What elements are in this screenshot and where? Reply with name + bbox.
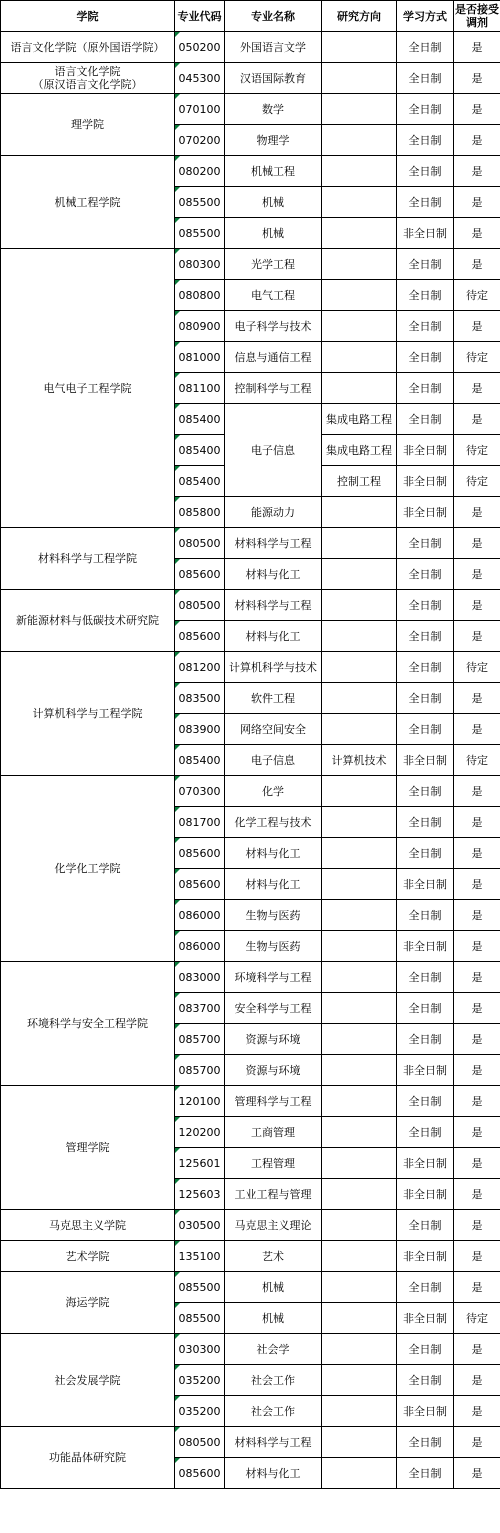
major-name-cell: 物理学	[225, 125, 322, 156]
table-row	[1, 1272, 500, 1303]
college-cell: 材料科学与工程学院	[1, 528, 175, 590]
table-row	[1, 249, 500, 280]
college-cell: 社会发展学院	[1, 1334, 175, 1427]
header-direction: 研究方向	[322, 1, 397, 32]
adjustment-cell: 是	[454, 1179, 500, 1210]
major-code-cell: 085400	[175, 435, 225, 466]
header-mode: 学习方式	[397, 1, 454, 32]
direction-cell	[322, 1055, 397, 1086]
study-mode-cell: 非全日制	[397, 1148, 454, 1179]
major-code-cell: 085600	[175, 559, 225, 590]
header-college: 学院	[1, 1, 175, 32]
study-mode-cell: 全日制	[397, 776, 454, 807]
college-cell: 新能源材料与低碳技术研究院	[1, 590, 175, 652]
direction-cell	[322, 1086, 397, 1117]
adjustment-cell: 是	[454, 1334, 500, 1365]
major-name-cell: 安全科学与工程	[225, 993, 322, 1024]
major-name-cell: 化学工程与技术	[225, 807, 322, 838]
major-code-cell: 080200	[175, 156, 225, 187]
major-name-cell: 机械	[225, 1303, 322, 1334]
direction-cell	[322, 962, 397, 993]
adjustment-cell: 是	[454, 32, 500, 63]
study-mode-cell: 全日制	[397, 94, 454, 125]
adjustment-cell: 是	[454, 63, 500, 94]
table-row	[1, 1210, 500, 1241]
adjustment-cell: 是	[454, 683, 500, 714]
major-code-cell: 085700	[175, 1055, 225, 1086]
major-name-cell: 材料科学与工程	[225, 528, 322, 559]
table-row	[1, 1427, 500, 1458]
college-cell: 计算机科学与工程学院	[1, 652, 175, 776]
college-cell: 化学化工学院	[1, 776, 175, 962]
major-name-cell: 机械	[225, 1272, 322, 1303]
direction-cell: 计算机技术	[322, 745, 397, 776]
major-name-cell: 管理科学与工程	[225, 1086, 322, 1117]
major-code-cell: 085500	[175, 187, 225, 218]
direction-cell	[322, 590, 397, 621]
direction-cell	[322, 1303, 397, 1334]
college-cell: 理学院	[1, 94, 175, 156]
major-code-cell: 081000	[175, 342, 225, 373]
college-cell: 功能晶体研究院	[1, 1427, 175, 1489]
major-code-cell: 030500	[175, 1210, 225, 1241]
major-name-cell: 信息与通信工程	[225, 342, 322, 373]
study-mode-cell: 全日制	[397, 838, 454, 869]
major-name-cell: 工程管理	[225, 1148, 322, 1179]
major-code-cell: 083900	[175, 714, 225, 745]
major-code-cell: 080300	[175, 249, 225, 280]
adjustment-cell: 是	[454, 1148, 500, 1179]
adjustment-cell: 是	[454, 1458, 500, 1489]
major-name-cell: 化学	[225, 776, 322, 807]
college-cell: 语言文化学院（原外国语学院）	[1, 32, 175, 63]
study-mode-cell: 非全日制	[397, 1055, 454, 1086]
adjustment-cell: 是	[454, 1365, 500, 1396]
major-name-cell: 资源与环境	[225, 1024, 322, 1055]
direction-cell	[322, 1148, 397, 1179]
adjustment-cell: 是	[454, 1396, 500, 1427]
direction-cell	[322, 1210, 397, 1241]
major-name-cell: 材料与化工	[225, 838, 322, 869]
adjustment-cell: 待定	[454, 745, 500, 776]
adjustment-cell: 是	[454, 373, 500, 404]
table-body	[1, 32, 500, 1489]
study-mode-cell: 全日制	[397, 590, 454, 621]
major-code-cell: 125601	[175, 1148, 225, 1179]
major-name-cell: 生物与医药	[225, 900, 322, 931]
study-mode-cell: 全日制	[397, 373, 454, 404]
study-mode-cell: 非全日制	[397, 466, 454, 497]
direction-cell	[322, 1117, 397, 1148]
major-code-cell: 083000	[175, 962, 225, 993]
major-code-cell: 030300	[175, 1334, 225, 1365]
table-row	[1, 776, 500, 807]
college-cell: 电气电子工程学院	[1, 249, 175, 528]
adjustment-cell: 待定	[454, 652, 500, 683]
direction-cell	[322, 94, 397, 125]
adjustment-cell: 是	[454, 900, 500, 931]
table-row	[1, 652, 500, 683]
study-mode-cell: 非全日制	[397, 1396, 454, 1427]
direction-cell	[322, 1427, 397, 1458]
direction-cell	[322, 1272, 397, 1303]
college-cell: 机械工程学院	[1, 156, 175, 249]
major-code-cell: 070200	[175, 125, 225, 156]
adjustment-cell: 待定	[454, 466, 500, 497]
study-mode-cell: 非全日制	[397, 1241, 454, 1272]
major-name-cell: 材料科学与工程	[225, 590, 322, 621]
major-code-cell: 081700	[175, 807, 225, 838]
study-mode-cell: 全日制	[397, 683, 454, 714]
adjustment-cell: 是	[454, 714, 500, 745]
study-mode-cell: 全日制	[397, 280, 454, 311]
direction-cell	[322, 218, 397, 249]
table-row	[1, 590, 500, 621]
major-name-cell: 控制科学与工程	[225, 373, 322, 404]
study-mode-cell: 全日制	[397, 1365, 454, 1396]
major-name-cell: 汉语国际教育	[225, 63, 322, 94]
major-code-cell: 050200	[175, 32, 225, 63]
major-name-cell: 计算机科学与技术	[225, 652, 322, 683]
table-row	[1, 1241, 500, 1272]
direction-cell	[322, 156, 397, 187]
study-mode-cell: 全日制	[397, 559, 454, 590]
adjustment-cell: 是	[454, 249, 500, 280]
major-code-cell: 080500	[175, 590, 225, 621]
direction-cell	[322, 559, 397, 590]
direction-cell	[322, 652, 397, 683]
major-code-cell: 083700	[175, 993, 225, 1024]
major-code-cell: 085600	[175, 621, 225, 652]
adjustment-cell: 待定	[454, 342, 500, 373]
adjustment-cell: 是	[454, 1055, 500, 1086]
adjustment-cell: 是	[454, 869, 500, 900]
college-cell: 艺术学院	[1, 1241, 175, 1272]
table-row	[1, 32, 500, 63]
study-mode-cell: 全日制	[397, 1427, 454, 1458]
table-row	[1, 962, 500, 993]
direction-cell	[322, 125, 397, 156]
major-code-cell: 085500	[175, 1272, 225, 1303]
direction-cell	[322, 900, 397, 931]
major-code-cell: 085800	[175, 497, 225, 528]
direction-cell: 集成电路工程	[322, 435, 397, 466]
study-mode-cell: 全日制	[397, 249, 454, 280]
major-code-cell: 080900	[175, 311, 225, 342]
major-name-cell: 社会工作	[225, 1365, 322, 1396]
direction-cell	[322, 714, 397, 745]
major-name-cell: 资源与环境	[225, 1055, 322, 1086]
major-name-cell: 材料与化工	[225, 1458, 322, 1489]
direction-cell	[322, 63, 397, 94]
major-name-cell: 软件工程	[225, 683, 322, 714]
study-mode-cell: 非全日制	[397, 1303, 454, 1334]
major-code-cell: 035200	[175, 1396, 225, 1427]
major-name-cell: 社会工作	[225, 1396, 322, 1427]
adjustment-cell: 是	[454, 404, 500, 435]
adjustment-cell: 是	[454, 1210, 500, 1241]
major-code-cell: 045300	[175, 63, 225, 94]
major-name-cell: 网络空间安全	[225, 714, 322, 745]
study-mode-cell: 全日制	[397, 528, 454, 559]
study-mode-cell: 全日制	[397, 807, 454, 838]
study-mode-cell: 全日制	[397, 962, 454, 993]
direction-cell	[322, 1334, 397, 1365]
adjustment-cell: 是	[454, 1241, 500, 1272]
major-name-cell: 光学工程	[225, 249, 322, 280]
study-mode-cell: 非全日制	[397, 1179, 454, 1210]
study-mode-cell: 全日制	[397, 1086, 454, 1117]
direction-cell	[322, 807, 397, 838]
adjustment-cell: 待定	[454, 435, 500, 466]
major-name-cell: 机械	[225, 187, 322, 218]
header-code: 专业代码	[175, 1, 225, 32]
study-mode-cell: 全日制	[397, 1024, 454, 1055]
study-mode-cell: 全日制	[397, 404, 454, 435]
direction-cell	[322, 528, 397, 559]
direction-cell	[322, 931, 397, 962]
adjustment-cell: 是	[454, 1117, 500, 1148]
major-name-cell: 数学	[225, 94, 322, 125]
study-mode-cell: 全日制	[397, 32, 454, 63]
college-cell: 海运学院	[1, 1272, 175, 1334]
major-code-cell: 085400	[175, 466, 225, 497]
major-name-cell: 马克思主义理论	[225, 1210, 322, 1241]
header-row	[1, 1, 500, 32]
study-mode-cell: 全日制	[397, 900, 454, 931]
direction-cell	[322, 1179, 397, 1210]
study-mode-cell: 全日制	[397, 125, 454, 156]
adjustment-cell: 是	[454, 125, 500, 156]
adjustment-cell: 是	[454, 931, 500, 962]
direction-cell	[322, 1396, 397, 1427]
college-cell: 语言文化学院 （原汉语言文化学院）	[1, 63, 175, 94]
table-row	[1, 1334, 500, 1365]
major-name-cell: 电子信息	[225, 404, 322, 497]
direction-cell: 控制工程	[322, 466, 397, 497]
adjustment-cell: 是	[454, 559, 500, 590]
major-code-cell: 085600	[175, 838, 225, 869]
direction-cell	[322, 776, 397, 807]
major-name-cell: 电子信息	[225, 745, 322, 776]
college-cell: 马克思主义学院	[1, 1210, 175, 1241]
major-code-cell: 070300	[175, 776, 225, 807]
major-name-cell: 工业工程与管理	[225, 1179, 322, 1210]
major-code-cell: 081100	[175, 373, 225, 404]
study-mode-cell: 非全日制	[397, 218, 454, 249]
table-row	[1, 94, 500, 125]
header-name: 专业名称	[225, 1, 322, 32]
study-mode-cell: 全日制	[397, 652, 454, 683]
study-mode-cell: 全日制	[397, 1272, 454, 1303]
major-code-cell: 080500	[175, 1427, 225, 1458]
major-name-cell: 艺术	[225, 1241, 322, 1272]
direction-cell	[322, 838, 397, 869]
direction-cell	[322, 311, 397, 342]
major-code-cell: 070100	[175, 94, 225, 125]
major-code-cell: 085500	[175, 218, 225, 249]
adjustment-cell: 是	[454, 590, 500, 621]
study-mode-cell: 全日制	[397, 714, 454, 745]
major-code-cell: 120100	[175, 1086, 225, 1117]
major-code-cell: 085600	[175, 1458, 225, 1489]
college-cell: 管理学院	[1, 1086, 175, 1210]
major-name-cell: 材料与化工	[225, 621, 322, 652]
major-name-cell: 材料与化工	[225, 559, 322, 590]
adjustment-cell: 是	[454, 311, 500, 342]
direction-cell	[322, 1365, 397, 1396]
table-row	[1, 528, 500, 559]
major-name-cell: 电子科学与技术	[225, 311, 322, 342]
study-mode-cell: 全日制	[397, 156, 454, 187]
major-code-cell: 080800	[175, 280, 225, 311]
major-code-cell: 083500	[175, 683, 225, 714]
major-name-cell: 社会学	[225, 1334, 322, 1365]
adjustment-cell: 是	[454, 838, 500, 869]
study-mode-cell: 全日制	[397, 993, 454, 1024]
major-name-cell: 机械工程	[225, 156, 322, 187]
major-code-cell: 120200	[175, 1117, 225, 1148]
major-code-cell: 086000	[175, 900, 225, 931]
major-code-cell: 081200	[175, 652, 225, 683]
adjustment-cell: 是	[454, 621, 500, 652]
direction-cell	[322, 497, 397, 528]
direction-cell	[322, 32, 397, 63]
study-mode-cell: 全日制	[397, 1458, 454, 1489]
major-name-cell: 工商管理	[225, 1117, 322, 1148]
major-name-cell: 材料与化工	[225, 869, 322, 900]
adjustment-cell: 是	[454, 776, 500, 807]
major-name-cell: 外国语言文学	[225, 32, 322, 63]
major-name-cell: 环境科学与工程	[225, 962, 322, 993]
study-mode-cell: 全日制	[397, 342, 454, 373]
direction-cell	[322, 187, 397, 218]
adjustment-cell: 是	[454, 218, 500, 249]
adjustment-cell: 是	[454, 962, 500, 993]
college-cell: 环境科学与安全工程学院	[1, 962, 175, 1086]
major-code-cell: 125603	[175, 1179, 225, 1210]
table-row	[1, 1086, 500, 1117]
study-mode-cell: 全日制	[397, 63, 454, 94]
adjustment-cell: 是	[454, 497, 500, 528]
major-code-cell: 086000	[175, 931, 225, 962]
adjustment-cell: 是	[454, 94, 500, 125]
study-mode-cell: 全日制	[397, 1334, 454, 1365]
adjustment-cell: 是	[454, 807, 500, 838]
direction-cell	[322, 342, 397, 373]
adjustment-cell: 是	[454, 156, 500, 187]
study-mode-cell: 全日制	[397, 1210, 454, 1241]
study-mode-cell: 全日制	[397, 311, 454, 342]
major-code-cell: 085700	[175, 1024, 225, 1055]
major-code-cell: 085500	[175, 1303, 225, 1334]
direction-cell	[322, 249, 397, 280]
major-name-cell: 机械	[225, 218, 322, 249]
direction-cell	[322, 1024, 397, 1055]
direction-cell	[322, 1458, 397, 1489]
study-mode-cell: 非全日制	[397, 497, 454, 528]
major-name-cell: 生物与医药	[225, 931, 322, 962]
study-mode-cell: 全日制	[397, 187, 454, 218]
major-name-cell: 材料科学与工程	[225, 1427, 322, 1458]
direction-cell	[322, 683, 397, 714]
study-mode-cell: 非全日制	[397, 435, 454, 466]
direction-cell	[322, 280, 397, 311]
adjustment-cell: 是	[454, 993, 500, 1024]
major-code-cell: 035200	[175, 1365, 225, 1396]
adjustment-cell: 待定	[454, 280, 500, 311]
major-code-cell: 080500	[175, 528, 225, 559]
major-name-cell: 能源动力	[225, 497, 322, 528]
direction-cell	[322, 1241, 397, 1272]
study-mode-cell: 非全日制	[397, 745, 454, 776]
major-code-cell: 085400	[175, 404, 225, 435]
major-name-cell: 电气工程	[225, 280, 322, 311]
major-code-cell: 085600	[175, 869, 225, 900]
major-code-cell: 135100	[175, 1241, 225, 1272]
study-mode-cell: 非全日制	[397, 869, 454, 900]
adjustment-cell: 是	[454, 1086, 500, 1117]
study-mode-cell: 非全日制	[397, 931, 454, 962]
direction-cell: 集成电路工程	[322, 404, 397, 435]
header-adjust: 是否接受调剂	[454, 1, 500, 32]
study-mode-cell: 全日制	[397, 1117, 454, 1148]
adjustment-cell: 是	[454, 1024, 500, 1055]
direction-cell	[322, 373, 397, 404]
adjustment-cell: 是	[454, 528, 500, 559]
direction-cell	[322, 993, 397, 1024]
direction-cell	[322, 869, 397, 900]
adjustment-cell: 待定	[454, 1303, 500, 1334]
study-mode-cell: 全日制	[397, 621, 454, 652]
direction-cell	[322, 621, 397, 652]
table-row	[1, 156, 500, 187]
adjustment-cell: 是	[454, 187, 500, 218]
major-code-cell: 085400	[175, 745, 225, 776]
adjustment-cell: 是	[454, 1427, 500, 1458]
table-row	[1, 63, 500, 94]
adjustment-cell: 是	[454, 1272, 500, 1303]
